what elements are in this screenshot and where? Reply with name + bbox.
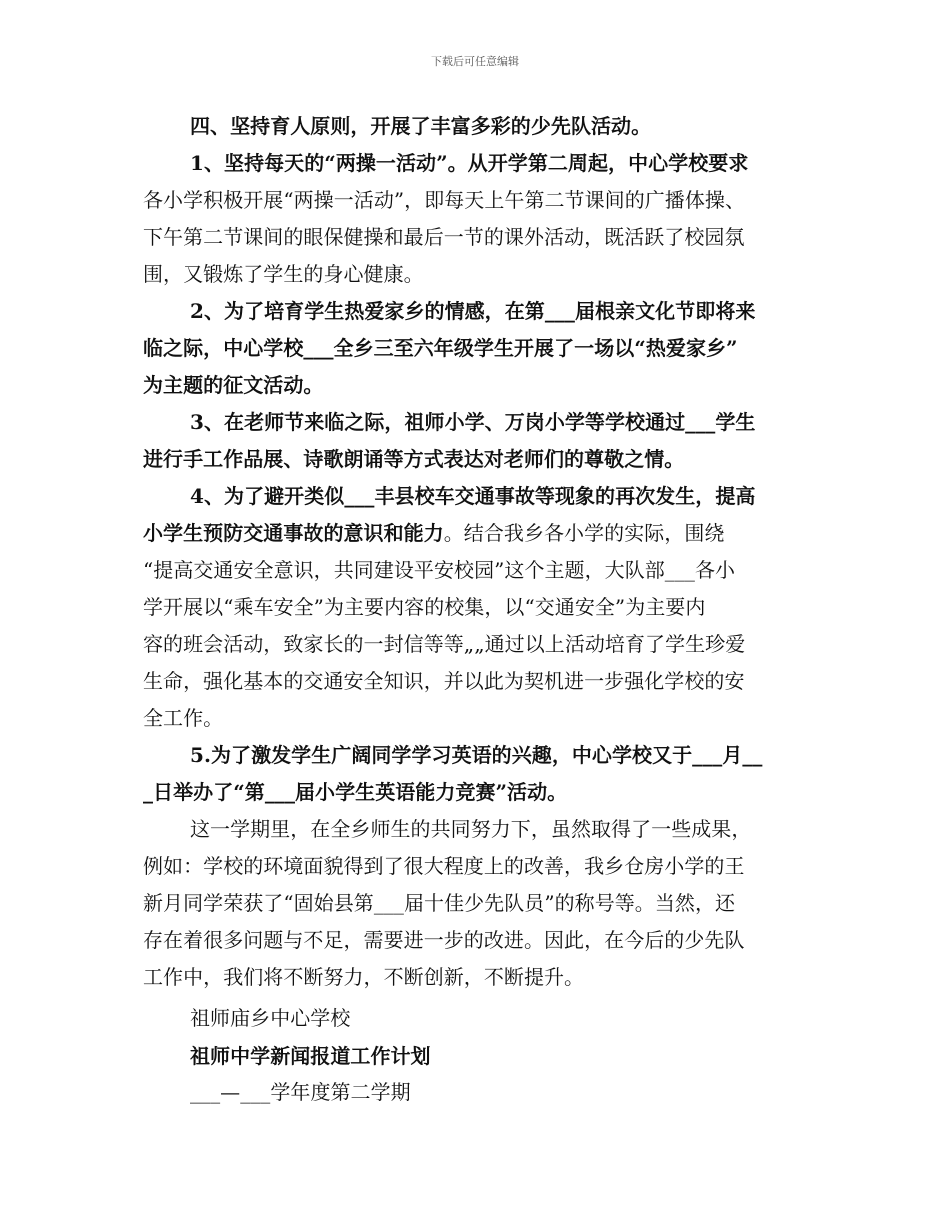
paragraph-line: 5.为了激发学生广阔同学学习英语的兴趣，中心学校又于___月__ (190, 743, 763, 767)
term-line: ___—___学年度第二学期 (190, 1080, 411, 1104)
paragraph-line: 学开展以“乘车安全”为主要内容的校集，以“交通安全”为主要内 (143, 595, 706, 619)
signature-line: 祖师庙乡中心学校 (190, 1006, 351, 1030)
document-title: 祖师中学新闻报道工作计划 (190, 1044, 431, 1068)
paragraph-line: 1、坚持每天的“两操一活动”。从开学第二周起，中心学校要求 (190, 151, 749, 175)
paragraph-line: 容的班会活动，致家长的一封信等等„„通过以上活动培育了学生珍爱 (143, 632, 746, 656)
bold-run: 小学生预防交通事故的意识和能力 (143, 521, 444, 545)
regular-run: 。结合我乡各小学的实际，围绕 (443, 521, 725, 545)
paragraph-line: 这一学期里，在全乡师生的共同努力下，虽然取得了一些成果， (190, 817, 752, 841)
paragraph-line: 下午第二节课间的眼保健操和最后一节的课外活动，既活跃了校园氛 (143, 225, 745, 249)
paragraph-line: 生命，强化基本的交通安全知识，并以此为契机进一步强化学校的安 (143, 669, 745, 693)
section-heading: 四、坚持育人原则，开展了丰富多彩的少先队活动。 (190, 114, 652, 138)
paragraph-line: 临之际，中心学校___全乡三至六年级学生开展了一场以“热爱家乡” (143, 336, 738, 360)
paragraph-line: 例如：学校的环境面貌得到了很大程度上的改善，我乡仓房小学的王 (143, 854, 745, 878)
paragraph-line-mixed (143, 519, 724, 547)
paragraph-line: “提高交通安全意识，共同建设平安校园”这个主题，大队部___各小 (143, 558, 736, 582)
paragraph-line: 围，又锻炼了学生的身心健康。 (143, 262, 424, 286)
paragraph-line: 全工作。 (143, 706, 224, 730)
paragraph-line: 3、在老师节来临之际，祖师小学、万岗小学等学校通过___学生 (190, 410, 756, 434)
paragraph-line: 2、为了培育学生热爱家乡的情感，在第___届根亲文化节即将来 (190, 299, 756, 323)
paragraph-line: _日举办了“第___届小学生英语能力竞赛”活动。 (143, 780, 568, 804)
page-header: 下载后可任意编辑 (431, 55, 519, 68)
paragraph-line: 新月同学荣获了“固始县第___届十佳少先队员”的称号等。当然，还 (143, 891, 736, 915)
paragraph-line: 存在着很多问题与不足，需要进一步的改进。因此，在今后的少先队 (143, 928, 745, 952)
paragraph-line: 工作中，我们将不断努力，不断创新，不断提升。 (143, 965, 585, 989)
paragraph-line: 各小学积极开展“两操一活动”，即每天上午第二节课间的广播体操、 (143, 188, 745, 212)
paragraph-line: 4、为了避开类似___丰县校车交通事故等现象的再次发生，提高 (190, 484, 756, 508)
paragraph-line: 进行手工作品展、诗歌朗诵等方式表达对老师们的尊敬之情。 (143, 447, 685, 471)
paragraph-line: 为主题的征文活动。 (143, 373, 324, 397)
